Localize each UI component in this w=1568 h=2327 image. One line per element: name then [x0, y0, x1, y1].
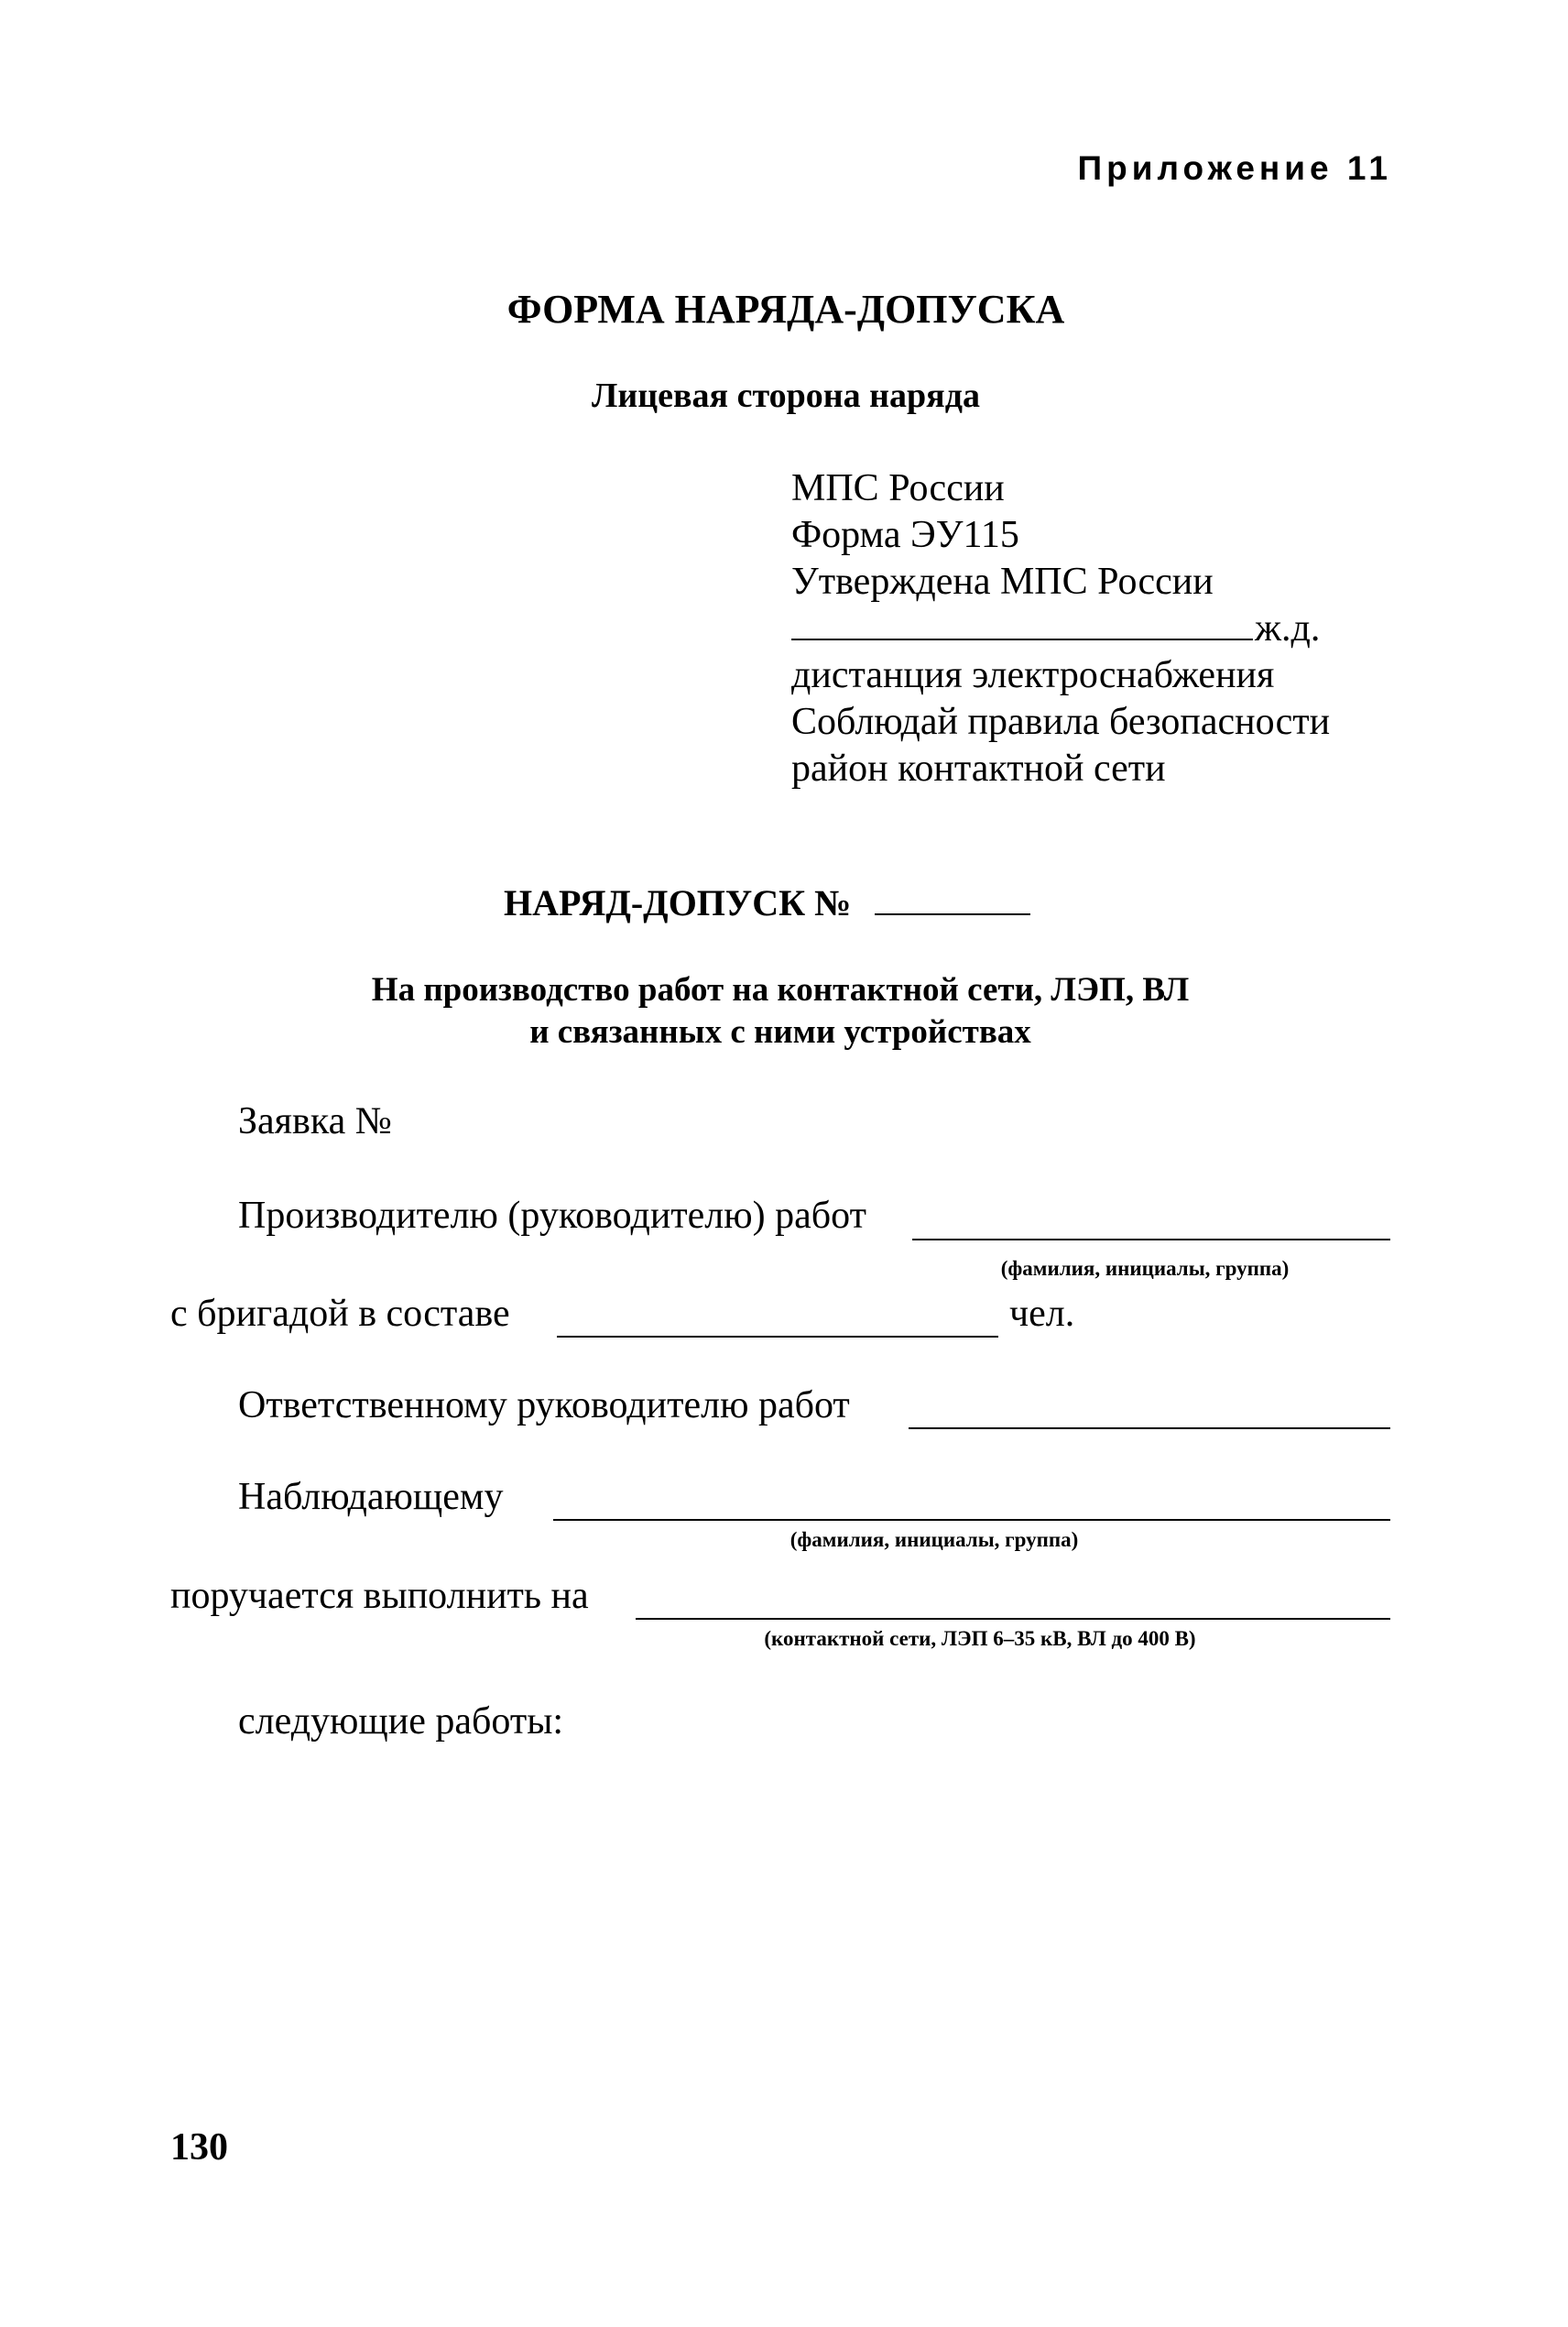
appendix-label: Приложение 11: [1077, 149, 1392, 187]
brigade-line: [557, 1336, 998, 1338]
observer-line: [553, 1519, 1390, 1521]
permit-title-text: НАРЯД-ДОПУСК №: [504, 882, 852, 923]
header-ministry: МПС России: [791, 467, 1005, 509]
header-district: район контактной сети: [791, 748, 1166, 790]
header-block: [791, 465, 1330, 792]
permit-title: [504, 881, 1030, 924]
performer-line: [912, 1239, 1390, 1240]
performer-label: Производителю (руководителю) работ: [238, 1195, 866, 1237]
assigned-line: [636, 1618, 1390, 1620]
brigade-label: с бригадой в составе: [170, 1293, 510, 1335]
form-title: ФОРМА НАРЯДА-ДОПУСКА: [506, 287, 1065, 332]
assigned-label: поручается выполнить на: [170, 1575, 589, 1617]
request-label: Заявка №: [238, 1100, 392, 1142]
works-label: следующие работы:: [238, 1700, 564, 1743]
subtitle-line-2: и связанных с ними устройствах: [529, 1013, 1031, 1051]
brigade-suffix: чел.: [1009, 1293, 1075, 1335]
observer-hint: (фамилия, инициалы, группа): [789, 1528, 1079, 1551]
railway-blank-line: [791, 606, 1253, 640]
performer-hint: (фамилия, инициалы, группа): [1000, 1257, 1290, 1280]
subtitle-line-1: На производство работ на контактной сети, ЛЭП, ВЛ: [371, 971, 1190, 1009]
header-safety: Соблюдай правила безопасности: [791, 701, 1331, 743]
header-distance: дистанция электроснабжения: [791, 654, 1275, 696]
responsible-label: Ответственному руководителю работ: [238, 1384, 850, 1426]
responsible-line: [909, 1427, 1390, 1429]
permit-number-blank: [875, 886, 1030, 915]
railway-suffix: ж.д.: [1255, 607, 1321, 650]
front-side-title: Лицевая сторона наряда: [592, 377, 980, 415]
header-form-code: Форма ЭУ115: [791, 514, 1019, 556]
page-number: 130: [170, 2126, 228, 2169]
assigned-hint: (контактной сети, ЛЭП 6–35 кВ, ВЛ до 400 В): [764, 1627, 1196, 1650]
header-approved: Утверждена МПС России: [791, 561, 1214, 603]
header-railway-line: [791, 606, 1330, 652]
observer-label: Наблюдающему: [238, 1476, 504, 1518]
permit-subtitle: [0, 969, 1568, 1054]
